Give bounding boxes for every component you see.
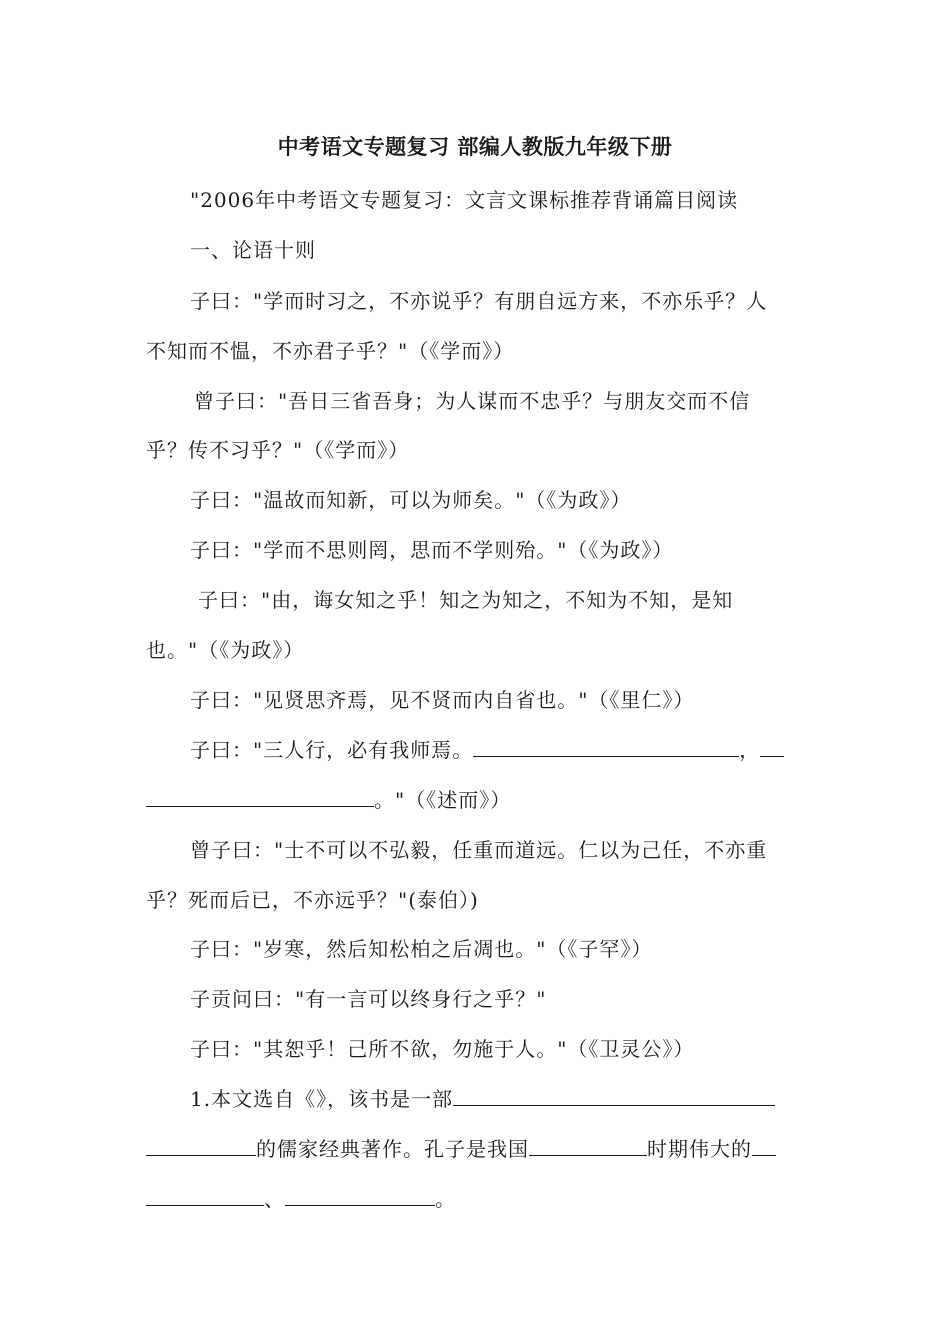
passage-7-text-c: 。"（《述而》） — [374, 788, 512, 812]
passage-1-line-2: 不知而不愠，不亦君子乎？"（《学而》） — [146, 339, 515, 363]
question-1-text-d: 、 — [264, 1187, 285, 1211]
document-title: 中考语文专题复习 部编人教版九年级下册 — [277, 135, 673, 159]
document-subtitle: "2006年中考语文专题复习：文言文课标推荐背诵篇目阅读 — [190, 188, 739, 212]
passage-5-line-1: 子曰："由，诲女知之乎！知之为知之，不知为不知，是知 — [198, 588, 734, 612]
passage-1-line-1: 子曰："学而时习之，不亦说乎？有朋自远方来，不亦乐乎？人 — [190, 289, 768, 313]
passage-11-line-1: 子曰："其恕乎！己所不欲，勿施于人。"（《卫灵公》） — [190, 1037, 695, 1061]
passage-2-line-2: 乎？传不习乎？"（《学而》） — [146, 438, 410, 462]
fill-blank[interactable] — [529, 1135, 647, 1156]
passage-5-line-2: 也。"（《为政》） — [146, 638, 305, 662]
fill-blank[interactable] — [752, 1135, 776, 1156]
fill-blank[interactable] — [146, 1185, 264, 1206]
passage-10-line-1: 子贡问曰："有一言可以终身行之乎？" — [190, 987, 547, 1011]
fill-blank[interactable] — [146, 786, 374, 807]
fill-blank[interactable] — [285, 1185, 435, 1206]
fill-blank[interactable] — [453, 1085, 775, 1106]
passage-9-line-1: 子曰："岁寒，然后知松柏之后凋也。"（《子罕》） — [190, 937, 653, 961]
fill-blank[interactable] — [146, 1135, 256, 1156]
passage-7-line-1 — [190, 736, 784, 764]
section-heading: 一、论语十则 — [190, 238, 316, 262]
passage-8-line-2: 乎？死而后已，不亦远乎？"(泰伯）) — [146, 888, 479, 912]
question-1-text-a: 1.本文选自《》，该书是一部 — [190, 1087, 454, 1111]
passage-8-line-1: 曾子曰："士不可以不弘毅，任重而道远。仁以为己任，不亦重 — [190, 838, 768, 862]
passage-7-text-a: 子曰："三人行，必有我师焉。 — [190, 738, 474, 762]
passage-6-line-1: 子曰："见贤思齐焉，见不贤而内自省也。"（《里仁》） — [190, 688, 695, 712]
question-1-text-e: 。 — [435, 1187, 456, 1211]
question-1-text-b: 的儒家经典著作。孔子是我国 — [256, 1137, 529, 1161]
question-1-line-3 — [146, 1185, 456, 1213]
question-1-line-2 — [146, 1135, 776, 1163]
passage-7-text-b: ， — [739, 738, 761, 762]
passage-3-line-1: 子曰："温故而知新，可以为师矣。"（《为政》） — [190, 488, 632, 512]
fill-blank[interactable] — [473, 736, 739, 757]
question-1-line-1 — [190, 1085, 775, 1113]
question-1-text-c: 时期伟大的 — [647, 1137, 752, 1161]
passage-4-line-1: 子曰："学而不思则罔，思而不学则殆。"（《为政》） — [190, 538, 674, 562]
fill-blank[interactable] — [760, 736, 784, 757]
passage-2-line-1: 曾子曰："吾日三省吾身；为人谋而不忠乎？与朋友交而不信 — [194, 389, 751, 413]
passage-7-line-2 — [146, 786, 511, 814]
